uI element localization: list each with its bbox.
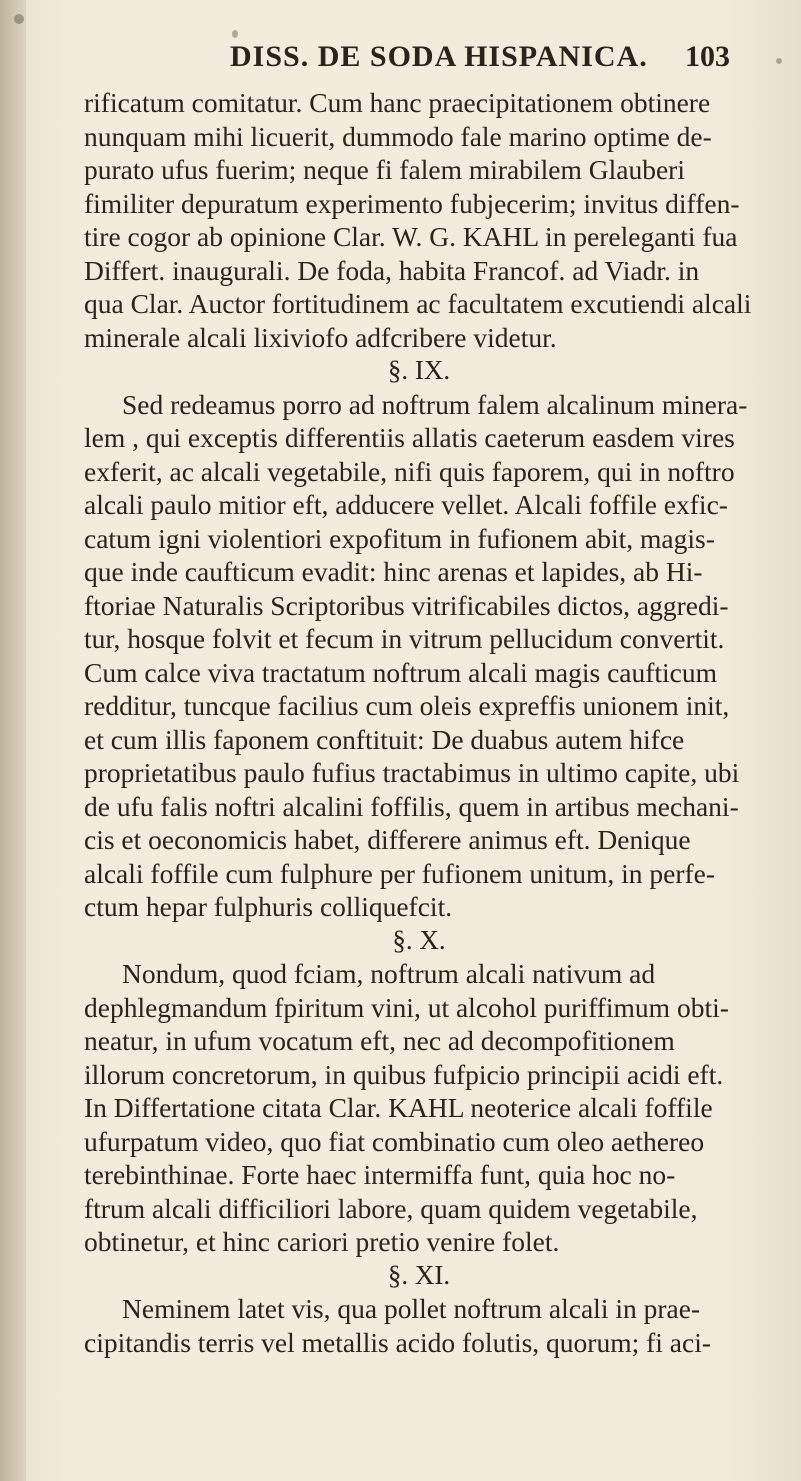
running-head: DISS. DE SODA HISPANICA. <box>230 40 648 73</box>
section-heading-ix: §. IX. <box>387 355 451 385</box>
page-number: 103 <box>685 40 730 73</box>
text-line: cipitandis terris vel metallis acido folutis, quorum; fi aci- <box>84 1326 711 1358</box>
text-line: ufurpatum video, quo fiat combinatio cum oleo aethereo <box>84 1125 705 1157</box>
text-line: alcali paulo mitior eft, adducere vellet. Alcali foffile exfic- <box>84 489 728 520</box>
text-line: redditur, tuncque facilius cum oleis expreffis unionem init, <box>84 690 730 721</box>
section-heading-xi: §. XI. <box>387 1259 451 1290</box>
text-line: dephlegmandum fpiritum vini, ut alcohol puriffimum obti- <box>84 991 729 1023</box>
text-line: de ufu falis noftri alcalini foffilis, quem in artibus mechani- <box>84 790 739 822</box>
text-line: que inde caufticum evadit: hinc arenas et lapides, ab Hi- <box>84 556 703 587</box>
text-line: In Differtatione citata Clar. KAHL neoterice alcali foffile <box>84 1092 713 1123</box>
text-line: catum igni violentiori expofitum in fufionem abit, magis- <box>84 522 715 554</box>
text-line: neatur, in ufum vocatum eft, nec ad decompofitionem <box>84 1025 675 1056</box>
ink-speck <box>14 14 24 24</box>
text-line: exferit, ac alcali vegetabile, nifi quis faporem, qui in noftro <box>84 455 735 487</box>
text-line: terebinthinae. Forte haec intermiffa funt, quia hoc no- <box>84 1159 676 1190</box>
page-header <box>110 40 730 80</box>
text-line: lem , qui exceptis differentiis allatis caeterum easdem vires <box>84 422 735 453</box>
text-line: obtinetur, et hinc cariori pretio venire folet. <box>84 1226 560 1257</box>
text-line: nunquam mihi licuerit, dummodo fale marino optime de- <box>84 120 712 152</box>
text-line: Differt. inaugurali. De foda, habita Francof. ad Viadr. in <box>84 254 700 286</box>
text-line: ftoriae Naturalis Scriptoribus vitrificabiles dictos, aggredi- <box>84 589 729 621</box>
ink-speck <box>776 58 782 64</box>
text-line: fimiliter depuratum experimento fubjecerim; invitus diffen- <box>84 187 740 219</box>
page-gutter-shadow <box>0 0 26 1481</box>
text-line: proprietatibus paulo fufius tractabimus in ultimo capite, ubi <box>84 757 740 788</box>
body-text <box>84 86 752 1359</box>
section-heading-x: §. X. <box>392 924 446 955</box>
text-line: Cum calce viva tractatum noftrum alcali magis caufticum <box>84 656 718 688</box>
ink-speck <box>232 30 238 38</box>
text-line: cis et oeconomicis habet, differere animus eft. Denique <box>84 824 691 855</box>
text-line: illorum concretorum, in quibus fufpicio principii acidi eft. <box>84 1058 724 1090</box>
text-line: Neminem latet vis, qua pollet noftrum alcali in prae- <box>122 1293 701 1324</box>
text-line: Sed redeamus porro ad noftrum falem alcalinum minera- <box>122 388 748 420</box>
text-line: alcali foffile cum fulphure per fufionem unitum, in perfe- <box>84 857 715 889</box>
text-line: ftrum alcali difficiliori labore, quam quidem vegetabile, <box>84 1192 698 1224</box>
text-line: Nondum, quod fciam, noftrum alcali nativum ad <box>122 958 656 989</box>
text-line: rificatum comitatur. Cum hanc praecipitationem obtinere <box>84 87 711 118</box>
text-line: et cum illis faponem conftituit: De duabus autem hifce <box>84 723 685 755</box>
text-line: qua Clar. Auctor fortitudinem ac facultatem excutiendi alcali <box>84 288 752 319</box>
text-line: tire cogor ab opinione Clar. W. G. KAHL in pereleganti fua <box>84 221 738 252</box>
text-line: tur, hosque folvit et fecum in vitrum pellucidum convertit. <box>84 623 725 654</box>
text-line: minerale alcali lixiviofo adfcribere videtur. <box>84 321 557 353</box>
text-line: purato ufus fuerim; neque fi falem mirabilem Glauberi <box>84 154 685 185</box>
text-line: ctum hepar fulphuris colliquefcit. <box>84 891 453 922</box>
